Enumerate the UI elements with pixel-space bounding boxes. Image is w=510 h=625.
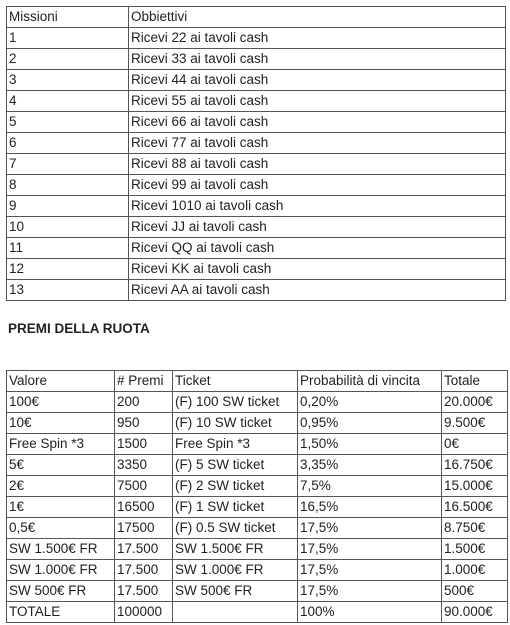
mission-number-cell: 3 <box>7 70 129 91</box>
prizes-header-value: Valore <box>7 371 115 392</box>
prize-probability-cell: 17,5% <box>298 518 442 539</box>
prize-total-cell: 16.500€ <box>442 497 508 518</box>
mission-number-cell: 13 <box>7 280 129 301</box>
mission-number-cell: 9 <box>7 196 129 217</box>
prize-value-cell: 10€ <box>7 413 115 434</box>
prize-total-cell: 0€ <box>442 434 508 455</box>
mission-number-cell: 2 <box>7 49 129 70</box>
table-row <box>7 196 506 217</box>
table-row <box>7 455 508 476</box>
prize-probability-cell: 17,5% <box>298 539 442 560</box>
prize-ticket-cell: (F) 1 SW ticket <box>173 497 298 518</box>
prize-ticket-cell: (F) 10 SW ticket <box>173 413 298 434</box>
prize-probability-cell: 7,5% <box>298 476 442 497</box>
prize-value-cell: SW 1.000€ FR <box>7 560 115 581</box>
prize-count-cell: 100000 <box>115 602 173 623</box>
prize-ticket-cell: (F) 100 SW ticket <box>173 392 298 413</box>
table-row <box>7 413 508 434</box>
prize-ticket-cell: (F) 2 SW ticket <box>173 476 298 497</box>
mission-objective-cell: Ricevi JJ ai tavoli cash <box>129 217 506 238</box>
mission-number-cell: 5 <box>7 112 129 133</box>
table-row <box>7 28 506 49</box>
mission-number-cell: 1 <box>7 28 129 49</box>
prize-count-cell: 7500 <box>115 476 173 497</box>
prize-ticket-cell: (F) 0.5 SW ticket <box>173 518 298 539</box>
table-row <box>7 133 506 154</box>
prize-probability-cell: 17,5% <box>298 560 442 581</box>
prize-value-cell: 2€ <box>7 476 115 497</box>
prize-count-cell: 17.500 <box>115 560 173 581</box>
prize-value-cell: 5€ <box>7 455 115 476</box>
prize-total-cell: 15.000€ <box>442 476 508 497</box>
prize-count-cell: 17.500 <box>115 581 173 602</box>
prizes-table <box>6 370 508 623</box>
table-row <box>7 154 506 175</box>
table-row <box>7 539 508 560</box>
prize-ticket-cell: Free Spin *3 <box>173 434 298 455</box>
prize-value-cell: 1€ <box>7 497 115 518</box>
mission-number-cell: 11 <box>7 238 129 259</box>
table-row <box>7 70 506 91</box>
prize-total-cell: 9.500€ <box>442 413 508 434</box>
prize-probability-cell: 17,5% <box>298 581 442 602</box>
prize-count-cell: 1500 <box>115 434 173 455</box>
prize-total-cell: 8.750€ <box>442 518 508 539</box>
missions-table <box>6 6 506 301</box>
mission-objective-cell: Ricevi 77 ai tavoli cash <box>129 133 506 154</box>
table-row <box>7 434 508 455</box>
table-row <box>7 217 506 238</box>
prize-probability-cell: 100% <box>298 602 442 623</box>
prize-count-cell: 950 <box>115 413 173 434</box>
prize-count-cell: 3350 <box>115 455 173 476</box>
prize-total-cell: 90.000€ <box>442 602 508 623</box>
table-row <box>7 238 506 259</box>
mission-number-cell: 6 <box>7 133 129 154</box>
prize-value-cell: TOTALE <box>7 602 115 623</box>
prize-total-cell: 16.750€ <box>442 455 508 476</box>
table-row <box>7 560 508 581</box>
table-row <box>7 175 506 196</box>
prize-total-cell: 1.500€ <box>442 539 508 560</box>
mission-objective-cell: Ricevi AA ai tavoli cash <box>129 280 506 301</box>
prize-value-cell: Free Spin *3 <box>7 434 115 455</box>
mission-objective-cell: Ricevi QQ ai tavoli cash <box>129 238 506 259</box>
prize-total-cell: 500€ <box>442 581 508 602</box>
table-row <box>7 280 506 301</box>
mission-objective-cell: Ricevi 44 ai tavoli cash <box>129 70 506 91</box>
prize-value-cell: SW 500€ FR <box>7 581 115 602</box>
prizes-header-count: # Premi <box>115 371 173 392</box>
prizes-section-title: PREMI DELLA RUOTA <box>8 321 150 336</box>
table-row <box>7 259 506 280</box>
table-row <box>7 581 508 602</box>
missions-table-body <box>7 7 506 301</box>
prize-probability-cell: 0,20% <box>298 392 442 413</box>
prize-probability-cell: 3,35% <box>298 455 442 476</box>
prizes-table-body <box>7 371 508 623</box>
missions-header-mission: Missioni <box>7 7 129 28</box>
table-row <box>7 392 508 413</box>
prize-total-cell: 20.000€ <box>442 392 508 413</box>
prize-count-cell: 16500 <box>115 497 173 518</box>
prize-value-cell: 100€ <box>7 392 115 413</box>
prize-total-cell: 1.000€ <box>442 560 508 581</box>
prize-ticket-cell <box>173 602 298 623</box>
missions-header-row <box>7 7 506 28</box>
mission-number-cell: 8 <box>7 175 129 196</box>
mission-objective-cell: Ricevi 99 ai tavoli cash <box>129 175 506 196</box>
prizes-header-probability: Probabilità di vincita <box>298 371 442 392</box>
mission-objective-cell: Ricevi 88 ai tavoli cash <box>129 154 506 175</box>
prize-value-cell: SW 1.500€ FR <box>7 539 115 560</box>
table-row <box>7 112 506 133</box>
prize-count-cell: 200 <box>115 392 173 413</box>
prize-value-cell: 0,5€ <box>7 518 115 539</box>
prize-ticket-cell: SW 1.500€ FR <box>173 539 298 560</box>
prizes-header-total: Totale <box>442 371 508 392</box>
mission-objective-cell: Ricevi 22 ai tavoli cash <box>129 28 506 49</box>
prizes-header-ticket: Ticket <box>173 371 298 392</box>
prize-probability-cell: 0,95% <box>298 413 442 434</box>
mission-number-cell: 10 <box>7 217 129 238</box>
mission-number-cell: 7 <box>7 154 129 175</box>
mission-number-cell: 4 <box>7 91 129 112</box>
mission-objective-cell: Ricevi 55 ai tavoli cash <box>129 91 506 112</box>
missions-header-objective: Obbiettivi <box>129 7 506 28</box>
mission-objective-cell: Ricevi 1010 ai tavoli cash <box>129 196 506 217</box>
prize-probability-cell: 16,5% <box>298 497 442 518</box>
table-row <box>7 602 508 623</box>
table-row <box>7 91 506 112</box>
mission-objective-cell: Ricevi 33 ai tavoli cash <box>129 49 506 70</box>
mission-objective-cell: Ricevi 66 ai tavoli cash <box>129 112 506 133</box>
prize-probability-cell: 1,50% <box>298 434 442 455</box>
prize-count-cell: 17.500 <box>115 539 173 560</box>
table-row <box>7 497 508 518</box>
prize-count-cell: 17500 <box>115 518 173 539</box>
table-row <box>7 476 508 497</box>
table-row <box>7 49 506 70</box>
table-row <box>7 518 508 539</box>
prize-ticket-cell: SW 1.000€ FR <box>173 560 298 581</box>
mission-objective-cell: Ricevi KK ai tavoli cash <box>129 259 506 280</box>
prize-ticket-cell: (F) 5 SW ticket <box>173 455 298 476</box>
mission-number-cell: 12 <box>7 259 129 280</box>
prizes-header-row <box>7 371 508 392</box>
prize-ticket-cell: SW 500€ FR <box>173 581 298 602</box>
